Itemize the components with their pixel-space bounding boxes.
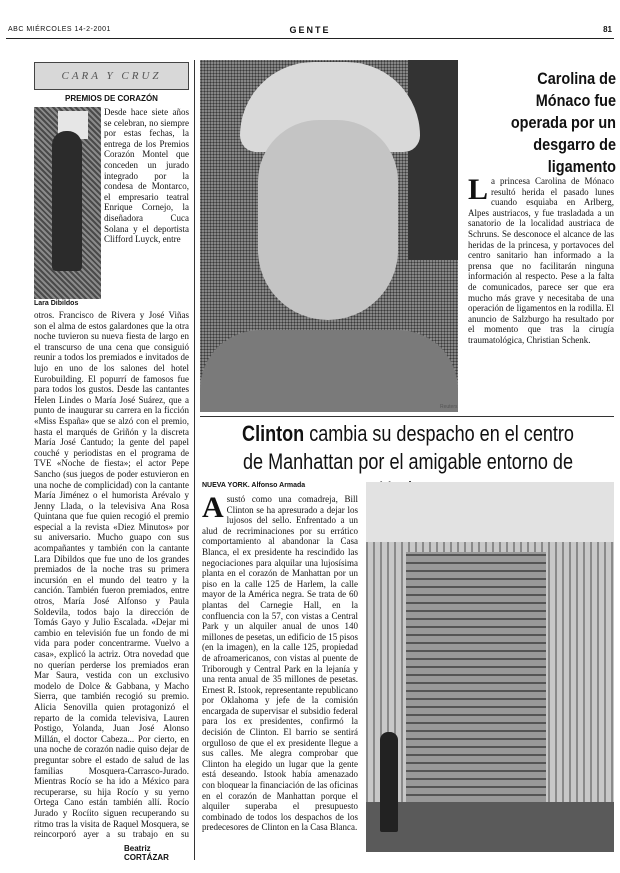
photo-caption: Lara Dibildos bbox=[34, 300, 79, 307]
photo-street bbox=[366, 802, 614, 852]
column-byline: Beatriz CORTÁZAR bbox=[124, 844, 169, 862]
headline-line-1: cambia su despacho en el centro bbox=[304, 421, 574, 446]
left-column bbox=[34, 62, 189, 862]
carolina-dropcap: L bbox=[468, 176, 489, 206]
page-number: 81 bbox=[603, 25, 612, 34]
clinton-body-text: sustó como una comadreja, Bill Clinton se ha apresurado a dejar los lujosos del sello. Enfrentado a un alud de recriminaciones por su errático comportamiento al abandonar la Casa Blanca, el ex presidente ha rescindido las negociaciones para alquilar una lujosísima planta en el corazón de Manhattan por un piso en la calle 125 de Harlem, la calle mayor de la América negra. Se trata de 60 plantas del Carnegie Hall, en la confluencia con la 57, con vistas a Central Park y un alquiler anual de unos 140 millones de pesetas, un edificio de 15 pisos (en la imagen), en la calle 125, propiedad de afroamericanos, con vistas al puente de Triborough y Central Park en la lejanía y una renta anual de 35 millones de pesetas. Ernest R. Istook, representante republicano por Oklahoma y jefe de la comisión encargada de supervisar el subsidio federal para los ex presidentes, confirmó la decisión de Clinton. El barrio se sentirá orgulloso de que el ex presidente llegue a sus calles. Me alegra comprobar que Clinton ha elegido un lugar que la gente está deseando. Istook había amenazado con bloquear la financiación de las oficinas en el corazón de Manhattan porque el alquiler superaba el presupuesto combinado de todos los despachos de los predecesores de Clinton en la Casa Blanca. bbox=[202, 494, 358, 833]
section-title: GENTE bbox=[289, 25, 331, 35]
carolina-body-text: a princesa Carolina de Mónaco resultó herida el pasado lunes cuando esquiaba en Arlberg, Alpes austriacos, y fue trasladada a un sanatorio de la localidad austriaca de Schruns. Se desconoce el alcance de las heridas de la princesa, y portavoces del centro sanitario han informado a la prensa que no facilitarán ninguna información al respecto. Pese a la falta de comunicados, parece ser que era mucho más grave y necesitaba de una operación de ligamentos en la rodilla. El anuncio de Salzburgo ha resultado por el momento que tras la cirugía traumatológica, Christian Schenk. bbox=[468, 176, 614, 345]
column-label-text: CARA Y CRUZ bbox=[61, 70, 162, 82]
story-divider bbox=[200, 416, 614, 417]
building-photo bbox=[366, 482, 614, 852]
column-main-text: otros. Francisco de Rivera y José Viñas son el alma de estos galardones que la otra noche tuvieron su nueva fiesta de largo en el transcurso de una cena que consiguió reunir a todos los premiados e invitados de lujo en uno de los salones del hotel Eurobuilding. El popurrí de famosos fue para todos los gustos. Desde las cantantes Helen Lindes o María José Suárez, que a punto de inaugurar su carrera en la ficción «Miss España» que se alzó con el premio, hasta el marqués de Griñón y la discreta María José Cantudo; la gente del papel couché y periodistas en el programa de TVE «Noche de fiesta»; el actor Pepe Sancho (sus juegos de poder estuvieron en una noche de complicidad) con la cantante María Jiménez o el humorista Arévalo y Jenny Llada, o la televisiva Ana Rosa Quintana que fue quien recogió el premio especial a la revista «Diez Minutos» por su aniversario. Mucho guapo con sus acompañantes y también con la cantante Lara Dibildos que fue uno de los grandes premiados de la noche tras su primera incursión en el mundo del teatro y la canción. También fueron premiados, entre otros, María José Alfonso y Paula Soldevila, todos bajo la dirección de Tomás Gayo y Julio Escalada. «Dejar mi cambio en televisión fue un fondo de mi vida para poder concentrarme. Vuelvo a casa», explicó la actriz. Otra novedad que no querían perderse los premiados eran Mar Saura, vestida con un exclusivo modelo de Dolce & Gabbana, y Macho Sierra, que también recogió su premio. Alicia Senovilla quien protagonizó el reparto de la comida televisiva, Lauren Postigo, Yolanda, Juan José Alonso Millán, el doctor Cabeza... Por cierto, en una noche de corazón nadie quiso dejar de preguntar sobre el estado de salud de las familias Mosquera-Carrasco-Jurado. Mientras Rocío se ha ido a México para recuperarse, su hija Rocío y su yerno Ortega Cano están también allí. Rocío Jurado y Rocíito siguen recuperando su ritmo tras la visita de Raquel Mosquera, se reincorporó ayer a su trabajo en su bbox=[34, 310, 189, 840]
photo-face bbox=[258, 120, 398, 320]
carolina-body bbox=[468, 176, 614, 402]
headline-line-2: de Manhattan por el amigable entorno de bbox=[243, 449, 573, 474]
clinton-body bbox=[202, 494, 358, 864]
portrait-photo bbox=[34, 107, 101, 299]
photo-dark-area bbox=[408, 60, 458, 260]
photo-shoulders bbox=[200, 330, 458, 412]
clinton-dropcap: A bbox=[202, 494, 224, 524]
carolina-headline: Carolina de Mónaco fue operada por un desgarro de ligamento bbox=[510, 69, 616, 176]
photo-figure bbox=[52, 131, 82, 271]
column-section-label bbox=[34, 62, 189, 90]
date-line: ABC MIÉRCOLES 14-2-2001 bbox=[8, 26, 111, 33]
photo-credit: Reuters bbox=[440, 404, 458, 410]
photo-sky bbox=[366, 482, 614, 542]
column-side-text: Desde hace siete años se celebran, no siempre por estas fechas, la entrega de los Premios Corazón Montel que conceden un jurado integrado por la condesa de Montarco, el empresario teatral Enrique Cornejo, la diseñadora Cuca Solana y el deportista Clifford Luyck, entre bbox=[104, 107, 189, 245]
clinton-byline: NUEVA YORK. Alfonso Armada bbox=[202, 482, 306, 489]
carolina-photo bbox=[200, 60, 458, 412]
page-header bbox=[6, 24, 614, 39]
column-heading: PREMIOS DE CORAZÓN bbox=[65, 94, 158, 103]
headline-name: Clinton bbox=[242, 421, 305, 446]
column-divider bbox=[194, 60, 195, 860]
photo-person bbox=[380, 732, 398, 832]
